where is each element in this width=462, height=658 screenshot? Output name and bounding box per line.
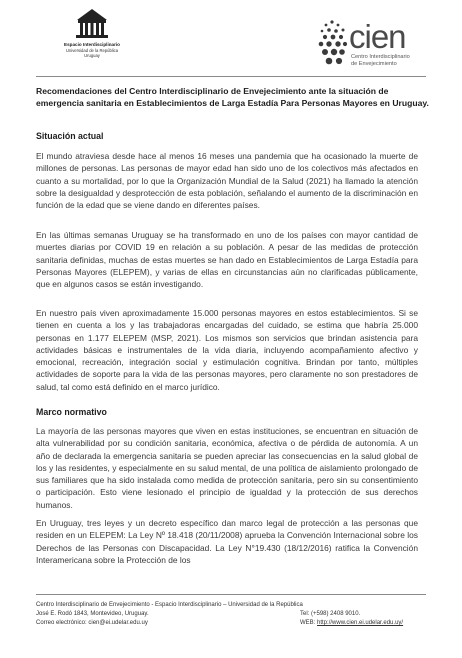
paragraph: En Uruguay, tres leyes y un decreto específico dan marco legal de protección a las personas que residen en un ELEPEM: La Ley Nº 18.418 (20/11/2008) aprueba la Convención Internacional sobre los Derechos de las Personas con Discapacidad. La Ley N°19.430 (18/12/2016) ratifica la Convención Interamericana sobre la Protección de los [36,518,418,565]
footer-line-1: Centro Interdisciplinario de Envejecimiento - Espacio Interdisciplinario – Universidad de la República [36,602,303,608]
footer-email: Correo electrónico: cien@ei.udelar.edu.uy [36,620,148,627]
espacio-interdisciplinario-logo [60,6,124,58]
footer-web-label: WEB: [300,620,316,627]
footer-row [36,619,430,628]
document-title: Recomendaciones del Centro Interdisciplinario de Envejecimiento ante la situación de emergencia sanitaria en Establecimientos de Larga Estadía Para Personas Mayores en Uruguay. [36,86,429,108]
footer-address: José E. Rodó 1843, Montevideo, Uruguay. [36,611,149,618]
paragraph: En nuestro país viven aproximadamente 15.000 personas mayores en estos establecimientos. Si se tienen en cuenta a los y las trabajadoras encargadas del cuidado, se estima que habría 25.000 personas en 1.177 ELEPEM (MSP, 2021). Los mismos son servicios que brindan asistencia para actividades básicas e instrumentales de la vida diaria, incluyendo acompañamiento afectivo y emocional, recreación, integración social y estimulación cognitiva. Brindan por tanto, múltiples actividades de soporte para la vida de las personas mayores, pero claramente no son prestadores de salud, tal como está definido en el marco jurídico. [36,308,418,392]
paragraph: La mayoría de las personas mayores que viven en estas instituciones, se encuentran en situación de alta vulnerabilidad por su condición sanitaria, económica, afectiva o de pérdida de autonomía. A un año de declarada la emergencia sanitaria se pueden apreciar las consecuencias en la salud global de los y las residentes, y especialmente en su salud mental, de una política de aislamiento prolongado de sus familiares que ha sido instalada como medida de protección sanitaria, pero sin su consentimiento o participación. Esto viene lesionado el principio de igualdad y la protección de sus derechos humanos. [36,426,418,510]
footer-divider [36,594,426,595]
header-divider [36,76,426,77]
logo-line-2: Universidad de la República [65,47,119,53]
footer-web [300,619,430,628]
logo-line-3: Uruguay [84,52,100,58]
cien-logo [314,14,434,74]
paragraph: El mundo atraviesa desde hace al menos 16 meses una pandemia que ha ocasionado la muerte de millones de personas. Las personas de mayor edad han sido uno de los colectivos más afectados en cuanto a su mortalidad, por lo que la Organización Mundial de la Salud (2021) ha llamado la atención sobre la desigualdad y desprotección de esta población, señalando el aumento de la discriminación en función de la edad que se viene dando en diferentes países. [36,151,418,211]
footer [36,601,430,629]
logo-line-1: Espacio Interdisciplinario [64,42,120,47]
footer-row [36,610,430,619]
paragraph: En las últimas semanas Uruguay se ha transformado en uno de los países con mayor cantidad de muertes diarias por COVID 19 en relación a su población. A pesar de las medidas de protección sanitaria definidas, muchas de estas muertes se han dado en Establecimientos de Larga Estadía para Personas Mayores (ELEPEM), y varias de ellas en circunstancias aún no clarificadas públicamente, que en algunos casos se están investigando. [36,230,418,290]
university-building-icon [73,6,111,40]
footer-phone: Tel: (+598) 2408 9010. [300,611,361,618]
section-heading-marco: Marco normativo [36,407,107,417]
section-heading-situacion: Situación actual [36,131,104,141]
cien-emblem-icon [314,16,350,68]
cien-subtitle-line-1: Centro Interdisciplinario [351,54,410,60]
cien-subtitle-line-2: de Envejecimiento [351,60,397,67]
cien-wordmark: cien [349,18,406,55]
footer-web-link[interactable]: http://www.cien.ei.udelar.edu.uy/ [317,620,404,627]
cien-subtitle [351,54,435,67]
